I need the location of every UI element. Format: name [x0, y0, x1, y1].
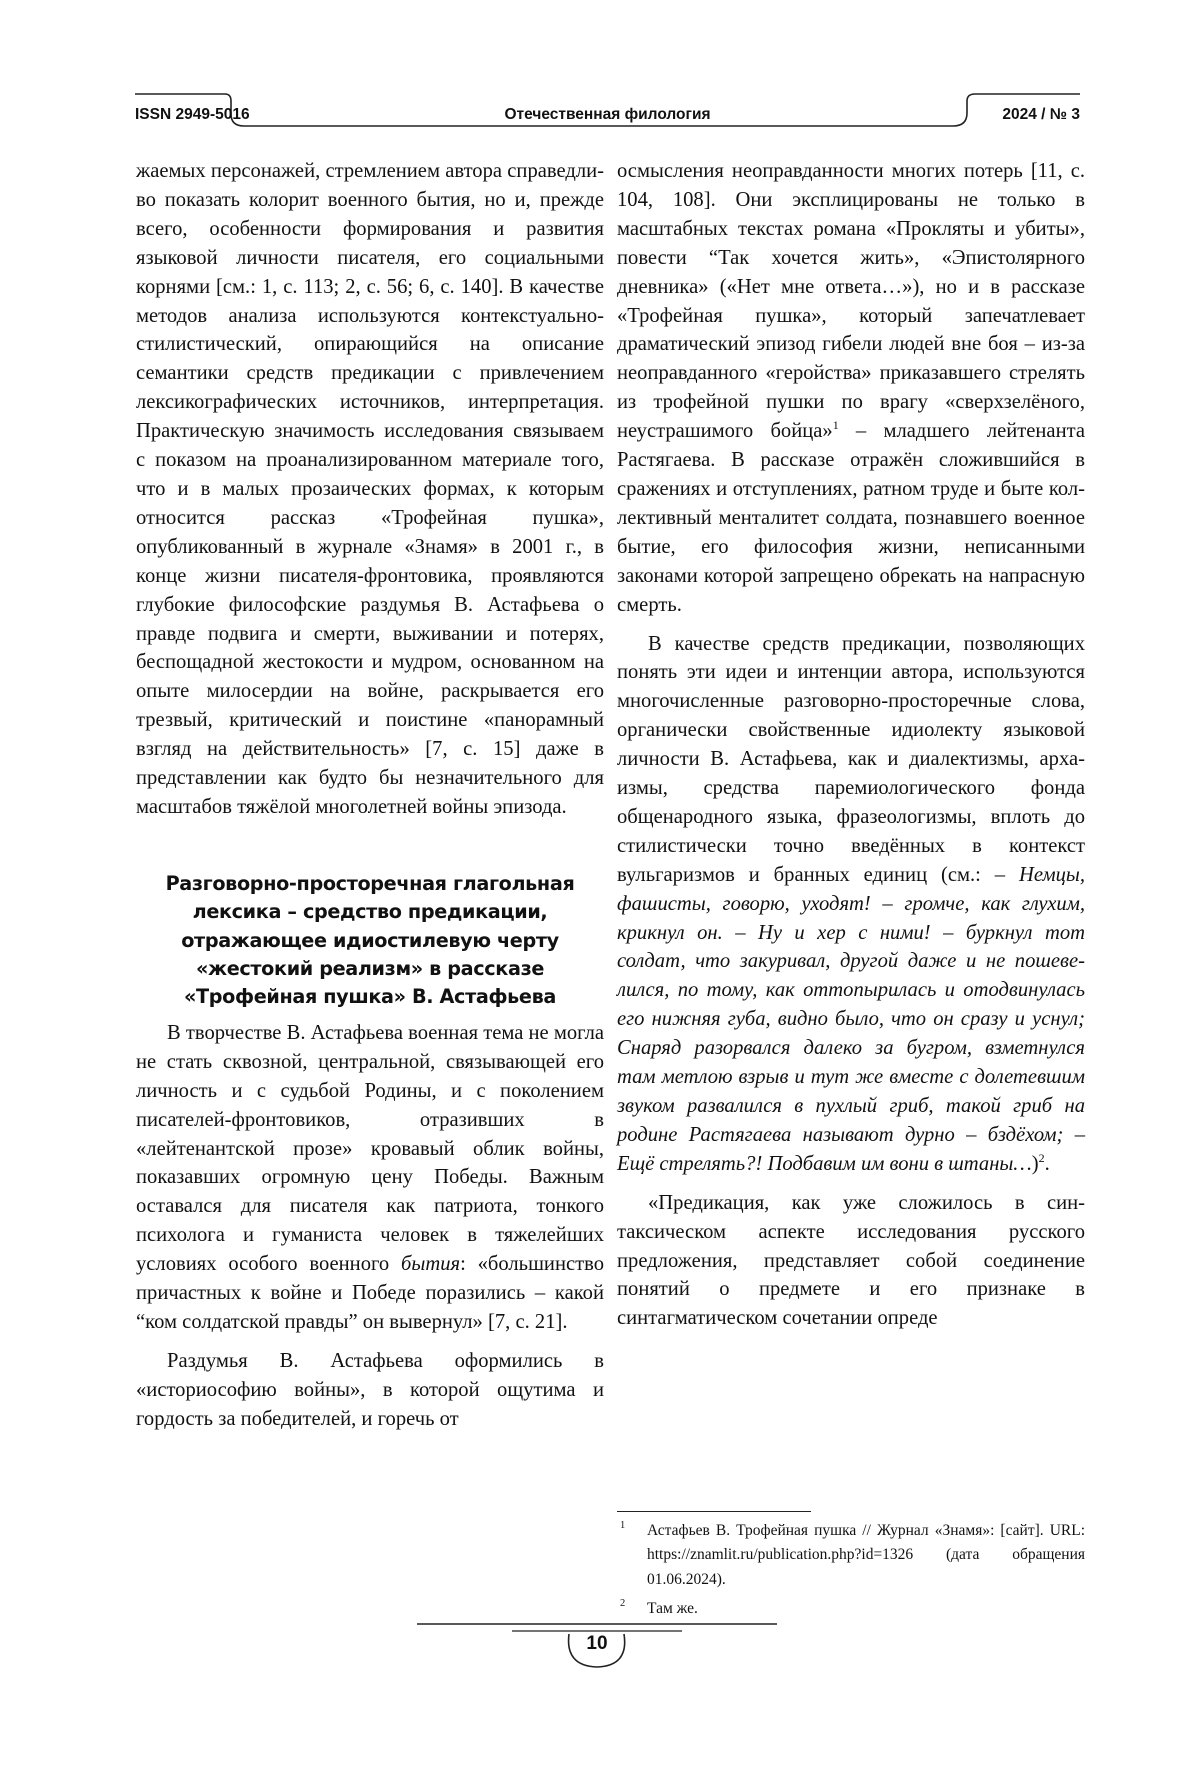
section-heading: Разговорно-просторечная глагольная лексика – средство предикации, отражающее идиостилевую черту «жестокий реализм» в рассказе «Трофейная пушка» В. Астафьева [165, 871, 575, 1009]
footnote-text: Там же. [647, 1599, 698, 1617]
footnotes [617, 1519, 1085, 1621]
footnote-ref-1[interactable]: 1 [832, 418, 839, 433]
footnote-text: Астафьев В. Трофейная пушка // Журнал «Знамя»: [сайт]. URL: https://znamlit.ru/publication.php?id=1326 (дата обращения 01.06.2024). [647, 1522, 1085, 1588]
quotation-italic: – Немцы, фашисты, говорю, уходят! – громче, как глухим, крикнул он. – Ну и хер с ними! – буркнул тот солдат, что закуривал, другой даже и не пошевелился, по тому, как оттопырилась и отодвинулась его нижняя губа, видно было, что он сразу и уснул; Снаряд разорвался далеко за бугром, взметнулся там метлою взрыв и тут же вместе с долетевшим звуком развалился в пухлый гриб, такой гриб на родине Растягаева называют дурно – бздёхом; – Ещё стрелять?! Подбавим им вони в штаны… [617, 863, 1085, 1175]
left-paragraph-2-italic: бытия [401, 1253, 461, 1276]
page-number-block [417, 1622, 777, 1682]
left-column [136, 157, 604, 1434]
running-header [135, 92, 1080, 136]
journal-title: Отечественная филология [504, 106, 711, 123]
left-paragraph-2 [136, 1019, 604, 1337]
right-paragraph-2-text-b: ) [1031, 1152, 1039, 1175]
footnote-number: 2 [620, 1597, 626, 1609]
right-paragraph-1 [617, 157, 1085, 620]
footnote-number: 1 [620, 1520, 626, 1531]
right-paragraph-1-text-a: осмысления неоправданности многих потерь [11, с. 104, 108]. Они эксплицированы не только в масштабных текстах романа «Прокляты и убиты», повести “Так хочется жить», «Эпистолярного дневника» («Нет мне ответа…»), но и в рассказе «Трофейная пушка», который запечатлевает драматический эпизод гибели людей вне боя – из-за неоправданного «геройства» приказавшего стрелять из трофейной пушки по врагу «сверхзелёного, неустрашимого бойца» [617, 160, 1085, 443]
issn-label: ISSN 2949-5016 [135, 106, 250, 123]
right-paragraph-2 [617, 630, 1085, 1179]
right-paragraph-2-text-a: В качестве средств предикации, позволяющих понять эти идеи и интенции автора, используются многочисленные разговорно-просторечные слова, органически свойственные идиолекту языковой личности В. Астафьева, как и диалектизмы, архаизмы, средства паремиологического фонда общенародного языка, фразеологизмы, вплоть до стилистически точно введённых в контекст вульгаризмов и бранных единиц (см.: [617, 632, 1085, 886]
footnote-ref-2[interactable]: 2 [1038, 1150, 1045, 1165]
left-paragraph-3: Раздумья В. Астафьева оформились в «историософию войны», в которой ощутима и гордость за победителей, и горечь от [136, 1349, 604, 1430]
issue-label: 2024 / № 3 [1002, 106, 1080, 123]
footnote-divider [617, 1511, 811, 1512]
right-paragraph-2-text-c: . [1044, 1152, 1050, 1175]
footnote-1 [617, 1519, 1085, 1592]
left-paragraph-1: жаемых персонажей, стремлением автора справедливо показать колорит военного бытия, но и, прежде всего, особенности формирования и развития языковой личности писателя, его социальными корнями [см.: 1, с. 113; 2, с. 56; 6, с. 140]. В качестве методов анализа используются контекстуально-стилистический, опирающийся на описание семантики средств предикации с привлечением лексикографических источников, интерпретация. Практическую значимость исследования связываем с показом на проанализированном материале того, что и в малых прозаических формах, к которым относится рассказ «Трофейная пушка», опубликованный в журнале «Знамя» в 2001 г., в конце жизни писателя-фронтовика, проявляются глубокие философские раздумья В. Астафьева о правде подвига и смерти, выживании и потерях, беспощадной жестокости и мудром, основанном на опыте милосердии на войне, раскрывается его трезвый, критический и поистине «панорамный взгляд на действительность» [7, с. 15] даже в представлении как будто бы незначительного для масштабов тяжёлой многолетней войны эпизода. [136, 160, 604, 818]
right-column [617, 157, 1085, 1333]
left-paragraph-2-text-b: : «большинство причастных к войне и Победе поразились – какой “ком солдатской правды” он вывернул» [7, с. 21]. [136, 1253, 604, 1333]
footnote-2 [617, 1597, 1085, 1621]
left-paragraph-2-text-a: В творчестве В. Астафьева военная тема не могла не стать сквозной, центральной, связывающей его личность и с судьбой Родины, и с поколением писателей-фронтовиков, отразивших в «лейтенантской прозе» кровавый облик войны, показавших огромную цену Победы. Важным оставался для писателя как патриота, тонкого психолога и гуманиста человек в тяжелейших условиях особого военного [136, 1021, 604, 1276]
right-paragraph-3: «Предикация, как уже сложилось в синтаксическом аспекте исследования русского предложения, представляет собой соединение понятий о предмете и его признаке в синтагматическом сочетании опреде [617, 1191, 1085, 1330]
right-paragraph-1-text-b: – младшего лейтенанта Растягаева. В рассказе отражён сложившийся в сражениях и отступлениях, ратном труде и быте коллективный менталитет солдата, познавшего военное бытие, его философия жизни, неписанными законами которой запрещено обрекать на напрасную смерть. [617, 420, 1085, 616]
page-number: 10 [586, 1633, 608, 1654]
